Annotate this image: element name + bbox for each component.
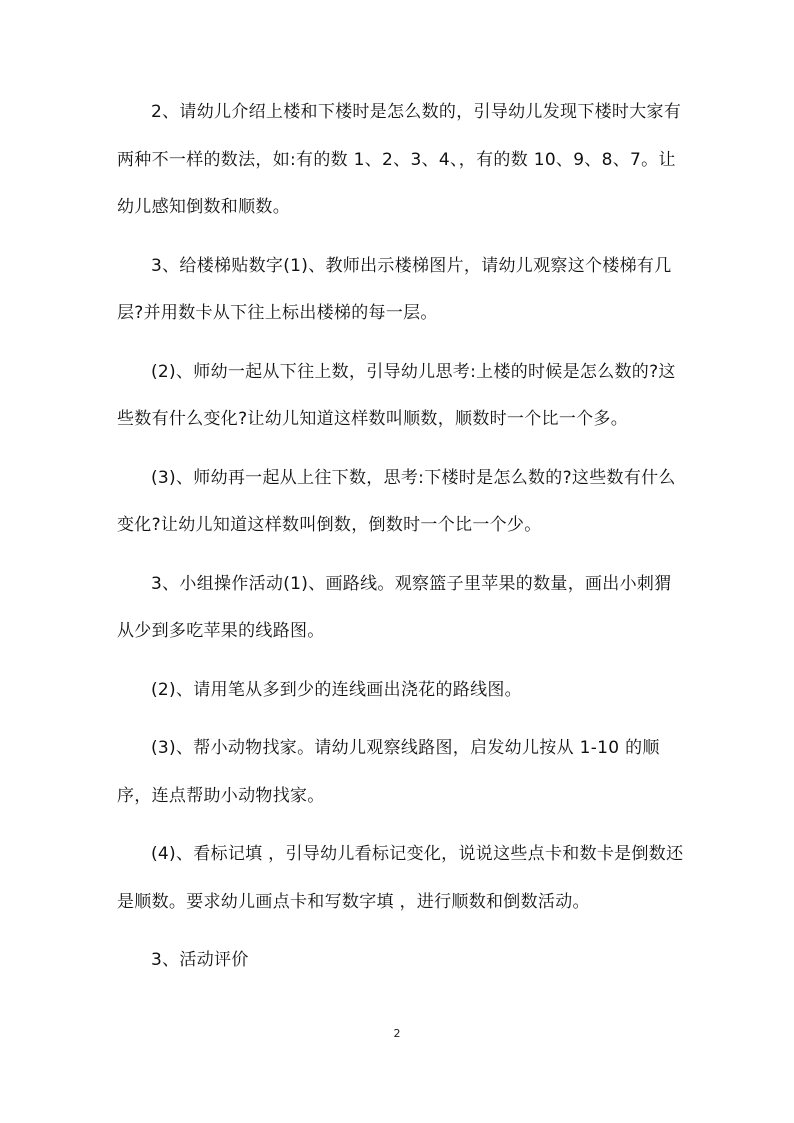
paragraph-evaluation: 3、活动评价 [151, 950, 249, 970]
paragraph-watering-route: (2)、请用笔从多到少的连线画出浇花的路线图。 [151, 679, 522, 700]
paragraph-group-activity: 3、小组操作活动(1)、画路线。观察篮子里苹果的数量，画出小刺猬从少到多吃苹果的线路图。 [117, 573, 672, 641]
paragraph-find-home: (3)、帮小动物找家。请幼儿观察线路图，启发幼儿按从 1-10 的顺序，连点帮助小动物找家。 [117, 738, 660, 806]
paragraph-count-upward: (2)、师幼一起从下往上数，引导幼儿思考:上楼的时候是怎么数的?这些数有什么变化?让幼儿知道这样数叫顺数，顺数时一个比一个多。 [117, 361, 676, 429]
document-body [117, 89, 687, 996]
paragraph-count-downward: (3)、师幼再一起从上往下数，思考:下楼时是怎么数的?这些数有什么变化?让幼儿知道这样数叫倒数，倒数时一个比一个少。 [117, 467, 676, 535]
paragraph-step-3-stair-numbers: 3、给楼梯贴数字(1)、教师出示楼梯图片，请幼儿观察这个楼梯有几层?并用数卡从下往上标出楼梯的每一层。 [117, 255, 672, 323]
paragraph-fill-by-marks: (4)、看标记填 ，引导幼儿看标记变化，说说这些点卡和数卡是倒数还是顺数。要求幼儿画点卡和写数字填 ，进行顺数和倒数活动。 [117, 844, 684, 912]
paragraph-step-2-counting-stairs: 2、请幼儿介绍上楼和下楼时是怎么数的，引导幼儿发现下楼时大家有两种不一样的数法，如:有的数 1、2、3、4、，有的数 10、9、8、7。让幼儿感知倒数和顺数。 [117, 102, 682, 217]
page-number: 2 [393, 1027, 401, 1040]
